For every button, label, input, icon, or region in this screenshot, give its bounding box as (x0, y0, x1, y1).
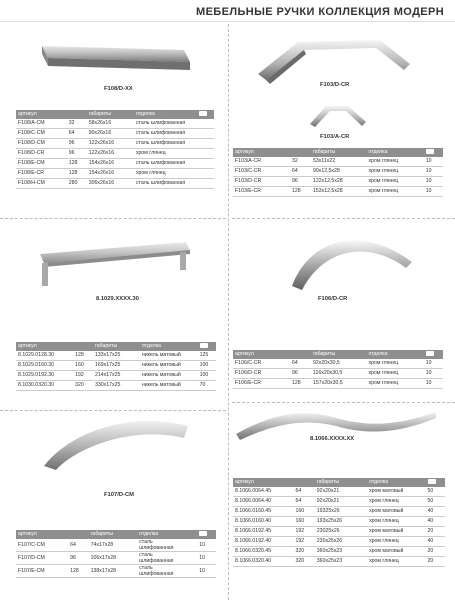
spec-table-f107 (16, 530, 216, 578)
handle-image-f107 (38, 404, 198, 474)
cell-finish: никель матовый (140, 381, 198, 391)
handle-image-f106 (288, 222, 418, 292)
cell-center: 128 (67, 159, 87, 169)
table-row (233, 177, 443, 187)
cell-center: 64 (68, 539, 89, 552)
cell-article: 8.1066.0192.40 (233, 537, 293, 547)
cell-pack (197, 159, 214, 169)
cell-pack (197, 139, 214, 149)
table-row (16, 129, 214, 139)
product-label: F103/D-CR (320, 82, 350, 88)
table-row (16, 361, 216, 371)
cell-article: F106/C-CR (233, 359, 290, 369)
header-finish: отделка (134, 110, 197, 119)
table-row (16, 159, 214, 169)
header-size: габариты (311, 350, 367, 359)
header-size: габариты (87, 110, 134, 119)
cell-size: 92x20x21 (315, 497, 367, 507)
header-article: артикул (233, 350, 290, 359)
cell-finish: хром глянец (134, 149, 197, 159)
table-row (233, 487, 445, 497)
table-row (233, 497, 445, 507)
header-finish: отделка (366, 350, 423, 359)
cell-pack: 10 (424, 167, 443, 177)
handle-image-8-1029 (30, 236, 200, 292)
cell-finish: хром глянец (366, 157, 423, 167)
cell-size: 138x17x28 (89, 565, 138, 578)
table-row (16, 119, 214, 129)
cell-size: 360x25x23 (315, 557, 367, 567)
cell-article: F108/D-CM (16, 139, 67, 149)
box-icon (426, 351, 434, 356)
table-row (233, 369, 443, 379)
cell-finish: сталь шлифованная (134, 119, 197, 129)
cell-pack: 10 (197, 565, 216, 578)
table-row (233, 167, 443, 177)
table-row (233, 537, 445, 547)
cell-finish: хром глянец (367, 557, 425, 567)
header-article: артикул (16, 530, 68, 539)
section-divider (232, 402, 455, 403)
cell-pack: 40 (426, 507, 445, 517)
cell-pack: 10 (424, 187, 443, 197)
cell-article: F107/D-CM (16, 552, 68, 565)
cell-article: F108/C-CM (16, 129, 67, 139)
cell-article: F103/D-CR (233, 177, 290, 187)
product-label: F103/A-CR (320, 134, 350, 140)
table-row (16, 381, 216, 391)
product-label: F108/D-XX (104, 86, 133, 92)
cell-finish: хром матовый (367, 487, 425, 497)
table-row (233, 527, 445, 537)
cell-finish: сталь шлифованная (137, 539, 197, 552)
cell-size: 122x12,5x28 (311, 177, 367, 187)
cell-size: 92x20x21 (315, 487, 367, 497)
table-row (233, 517, 445, 527)
cell-pack: 10 (424, 369, 443, 379)
cell-center: 128 (67, 169, 87, 179)
cell-finish: хром матовый (367, 547, 425, 557)
header-finish: отделка (140, 342, 198, 351)
cell-pack: 20 (426, 557, 445, 567)
cell-center: 128 (290, 379, 311, 389)
cell-finish: сталь шлифованная (134, 139, 197, 149)
cell-center: 320 (73, 381, 93, 391)
table-row (16, 351, 216, 361)
header-finish: отделка (137, 530, 197, 539)
cell-article: F108/D-CR (16, 149, 67, 159)
cell-finish: хром глянец (134, 169, 197, 179)
cell-center: 64 (290, 359, 311, 369)
cell-finish: никель матовый (140, 351, 198, 361)
cell-pack (197, 129, 214, 139)
product-label: 8.1029.XXXX.30 (96, 296, 139, 302)
cell-pack: 100 (198, 361, 216, 371)
cell-pack (197, 169, 214, 179)
table-row (16, 552, 216, 565)
cell-pack (197, 119, 214, 129)
cell-pack: 125 (198, 351, 216, 361)
cell-center: 320 (293, 547, 314, 557)
cell-pack: 50 (426, 487, 445, 497)
spec-table-f108 (16, 110, 214, 189)
cell-center: 64 (293, 497, 314, 507)
header-size: габариты (93, 342, 140, 351)
cell-size: 193x25x26 (315, 517, 367, 527)
table-row (16, 149, 214, 159)
cell-size: 122x26x16 (87, 139, 134, 149)
cell-center: 192 (293, 537, 314, 547)
cell-center: 160 (73, 361, 93, 371)
cell-center: 280 (67, 179, 87, 189)
cell-pack: 10 (424, 359, 443, 369)
cell-size: 116x20x30,5 (311, 369, 367, 379)
cell-article: F106/E-CR (233, 379, 290, 389)
cell-article: 8.1030.0320.30 (16, 381, 73, 391)
cell-finish: сталь шлифованная (134, 129, 197, 139)
cell-size: 230x25x26 (315, 537, 367, 547)
table-row (233, 557, 445, 567)
cell-article: 8.1066.0064.45 (233, 487, 293, 497)
cell-center: 160 (293, 517, 314, 527)
section-divider (0, 218, 226, 219)
cell-center: 320 (293, 557, 314, 567)
cell-size: 169x17x25 (93, 361, 140, 371)
handle-image-f103-d (254, 34, 414, 84)
spec-table-8-1066 (233, 478, 445, 567)
table-row (233, 547, 445, 557)
table-row (233, 507, 445, 517)
cell-center: 96 (67, 139, 87, 149)
cell-pack: 40 (426, 537, 445, 547)
cell-article: 8.1066.0064.40 (233, 497, 293, 507)
cell-finish: хром глянец (366, 177, 423, 187)
handle-image-f108 (38, 40, 198, 80)
cell-center: 32 (67, 119, 87, 129)
cell-size: 154x26x16 (87, 169, 134, 179)
cell-size: 330x17x25 (93, 381, 140, 391)
box-icon (199, 531, 207, 536)
cell-finish: хром глянец (366, 359, 423, 369)
cell-center: 128 (68, 565, 89, 578)
cell-pack: 10 (424, 379, 443, 389)
product-label: F107/D-CM (104, 492, 134, 498)
cell-article: F103/E-CR (233, 187, 290, 197)
box-icon (428, 479, 436, 484)
cell-finish: хром глянец (366, 369, 423, 379)
table-row (233, 187, 443, 197)
cell-article: F108/A-CM (16, 119, 67, 129)
cell-center: 96 (290, 177, 311, 187)
cell-center: 64 (67, 129, 87, 139)
cell-pack: 40 (426, 517, 445, 527)
cell-article: 8.1066.0192.45 (233, 527, 293, 537)
cell-pack: 70 (198, 381, 216, 391)
header-article: артикул (233, 478, 293, 487)
cell-size: 19325x26 (315, 507, 367, 517)
table-row (16, 179, 214, 189)
cell-pack: 10 (197, 552, 216, 565)
cell-size: 154x26x16 (87, 159, 134, 169)
spec-table-f103 (233, 148, 443, 197)
cell-article: F108/E-CR (16, 169, 67, 179)
table-row (233, 359, 443, 369)
cell-finish: хром матовый (367, 507, 425, 517)
cell-pack: 10 (424, 177, 443, 187)
header-size: габариты (89, 530, 138, 539)
product-label: 8.1066.XXXX.XX (310, 436, 355, 442)
cell-finish: никель матовый (140, 371, 198, 381)
header-size: габариты (311, 148, 367, 157)
cell-finish: хром глянец (366, 379, 423, 389)
cell-article: 8.1066.0160.45 (233, 507, 293, 517)
cell-article: F108/E-CM (16, 159, 67, 169)
cell-finish: хром матовый (367, 527, 425, 537)
cell-pack: 50 (426, 497, 445, 507)
box-icon (199, 111, 207, 116)
cell-center: 96 (290, 369, 311, 379)
cell-size: 92x20x30,5 (311, 359, 367, 369)
header-article: артикул (16, 110, 67, 119)
cell-article: F103/A-CR (233, 157, 290, 167)
cell-pack: 20 (426, 527, 445, 537)
cell-size: 74x17x28 (89, 539, 138, 552)
cell-size: 153x12,5x28 (311, 187, 367, 197)
box-icon (426, 149, 434, 154)
cell-size: 360x25x23 (315, 547, 367, 557)
handle-image-f103-a (308, 102, 368, 128)
header-size: габариты (315, 478, 367, 487)
cell-size: 306x26x16 (87, 179, 134, 189)
cell-article: 8.1066.0160.40 (233, 517, 293, 527)
cell-finish: никель матовый (140, 361, 198, 371)
table-row (16, 565, 216, 578)
cell-pack: 20 (426, 547, 445, 557)
cell-finish: хром глянец (367, 517, 425, 527)
table-row (16, 371, 216, 381)
column-divider (228, 24, 229, 600)
cell-article: F107/E-CM (16, 565, 68, 578)
cell-article: 8.1029.0160.30 (16, 361, 73, 371)
cell-center: 192 (73, 371, 93, 381)
cell-center: 128 (290, 187, 311, 197)
cell-center: 96 (68, 552, 89, 565)
header-article: артикул (16, 342, 73, 351)
cell-center: 64 (293, 487, 314, 497)
cell-pack: 10 (197, 539, 216, 552)
cell-article: F106/D-CR (233, 369, 290, 379)
cell-size: 53x11x22 (311, 157, 367, 167)
cell-center: 96 (67, 149, 87, 159)
cell-size: 90x26x16 (87, 129, 134, 139)
cell-article: 8.1066.0320.40 (233, 557, 293, 567)
cell-size: 23025x26 (315, 527, 367, 537)
cell-center: 160 (293, 507, 314, 517)
cell-finish: хром глянец (367, 537, 425, 547)
cell-size: 58x26x16 (87, 119, 134, 129)
table-row (16, 139, 214, 149)
cell-article: 8.1029.0192.30 (16, 371, 73, 381)
table-row (16, 169, 214, 179)
cell-finish: хром глянец (366, 167, 423, 177)
page-title: МЕБЕЛЬНЫЕ РУЧКИ КОЛЛЕКЦИЯ МОДЕРН (196, 6, 445, 18)
cell-article: F103/C-CR (233, 167, 290, 177)
section-divider (232, 218, 455, 219)
table-row (16, 539, 216, 552)
cell-article: F107/C-CM (16, 539, 68, 552)
cell-article: 8.1029.0128.30 (16, 351, 73, 361)
cell-size: 90x12,5x28 (311, 167, 367, 177)
header-finish: отделка (367, 478, 425, 487)
table-row (233, 379, 443, 389)
spec-table-8-1029 (16, 342, 216, 391)
cell-size: 106x17x28 (89, 552, 138, 565)
cell-center: 32 (290, 157, 311, 167)
cell-finish: хром глянец (366, 187, 423, 197)
cell-center: 192 (293, 527, 314, 537)
spec-table-f106 (233, 350, 443, 389)
cell-finish: сталь шлифованная (137, 565, 197, 578)
cell-pack (197, 179, 214, 189)
cell-finish: хром глянец (367, 497, 425, 507)
cell-finish: сталь шлифованная (134, 179, 197, 189)
cell-article: F108/H-CM (16, 179, 67, 189)
header-article: артикул (233, 148, 290, 157)
product-label: F106/D-CR (318, 296, 348, 302)
box-icon (200, 343, 208, 348)
cell-size: 122x26x16 (87, 149, 134, 159)
cell-pack: 100 (198, 371, 216, 381)
cell-finish: сталь шлифованная (137, 552, 197, 565)
table-row (233, 157, 443, 167)
cell-center: 64 (290, 167, 311, 177)
cell-size: 157x20x30,5 (311, 379, 367, 389)
cell-size: 133x17x25 (93, 351, 140, 361)
title-underline (0, 21, 455, 22)
cell-finish: сталь шлифованная (134, 159, 197, 169)
cell-size: 214x17x25 (93, 371, 140, 381)
cell-center: 128 (73, 351, 93, 361)
cell-article: 8.1066.0320.45 (233, 547, 293, 557)
header-finish: отделка (366, 148, 423, 157)
cell-pack: 10 (424, 157, 443, 167)
cell-pack (197, 149, 214, 159)
